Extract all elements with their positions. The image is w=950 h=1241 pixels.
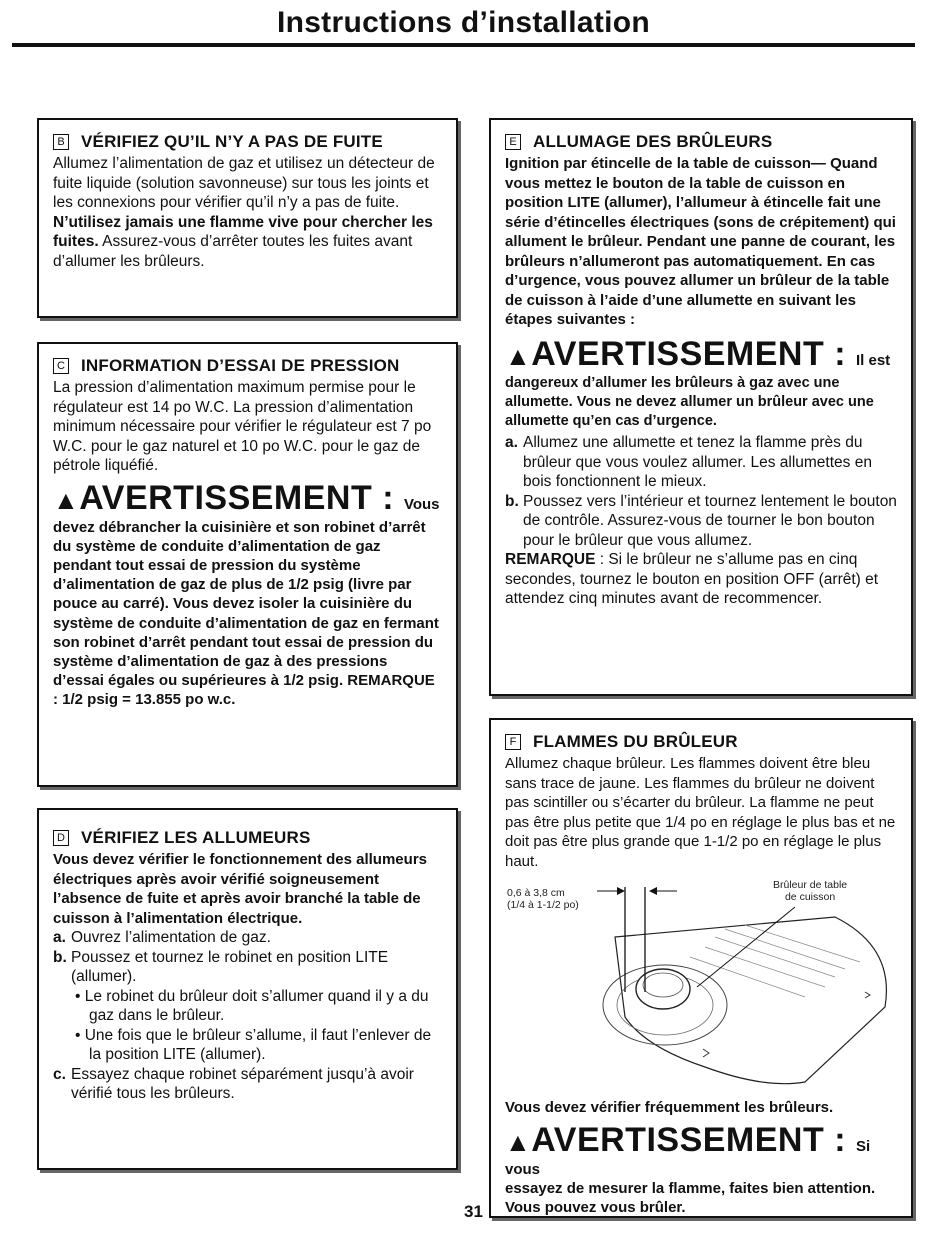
section-e-note bbox=[505, 550, 897, 609]
section-e-warning-lead: Il est bbox=[855, 351, 891, 369]
section-f-warning-word: AVERTISSEMENT bbox=[531, 1120, 825, 1159]
step-letter: c. bbox=[53, 1065, 66, 1083]
section-c-warning-word: AVERTISSEMENT bbox=[79, 478, 373, 517]
section-f-warning-text: essayez de mesurer la flamme, faites bien attention. Vous pouvez vous brûler. bbox=[505, 1179, 876, 1216]
section-c-key: C bbox=[53, 358, 69, 374]
section-e-step-a bbox=[505, 433, 897, 492]
page-title: Instructions d’installation bbox=[276, 6, 651, 39]
section-f-warning bbox=[505, 1122, 897, 1218]
step-text: Ouvrez l’alimentation de gaz. bbox=[71, 929, 271, 946]
section-f-text: Allumez chaque brûleur. Les flammes doivent être bleu sans trace de jaune. Les flammes du brûleur ne doivent pas scintiller ou s’écarter du brûleur. La flamme ne peut pas être plus petite que 1/4 po en réglage le plus bas et ne doit pas être plus grande que 1-1/2 po en réglage le plus haut. bbox=[505, 755, 896, 870]
section-f-box bbox=[489, 718, 913, 1218]
section-f-warning-heading bbox=[505, 1121, 856, 1159]
section-e-intro: Ignition par étincelle de la table de cuisson— Quand vous mettez le bouton de la table de cuisson en position LITE (allumer), l’allumeur à étincelle fait une série d’étincelles électriques (sons de crépitement) qui allument le brûleur. Pendant une panne de courant, les brûleurs n’allumeront pas automatiquement. En cas d’urgence, vous pouvez allumer un brûleur de la table de cuisson à l’aide d’une allumette en suivant les étapes suivantes : bbox=[505, 155, 896, 328]
section-c-title: INFORMATION D’ESSAI DE PRESSION bbox=[81, 356, 400, 375]
section-f-warning-sep: : bbox=[824, 1120, 856, 1159]
burner-illustration bbox=[505, 877, 905, 1092]
section-d-intro: Vous devez vérifier le fonctionnement des allumeurs électriques après avoir vérifié soigneusement l’absence de fuite et après avoir branché la table de cuisson à l’alimentation électrique. bbox=[53, 851, 427, 927]
page-header bbox=[12, 4, 915, 46]
section-b-title: VÉRIFIEZ QU’IL N’Y A PAS DE FUITE bbox=[81, 132, 383, 151]
section-f-heading bbox=[505, 732, 897, 752]
step-text: Essayez chaque robinet séparément jusqu’à avoir vérifié tous les brûleurs. bbox=[71, 1065, 414, 1102]
section-e-note-text: : Si le brûleur ne s’allume pas en cinq secondes, tournez le bouton en position OFF (arrêt) et attendez cinq minutes avant de recommencer. bbox=[505, 551, 879, 608]
page-number: 31 bbox=[464, 1202, 483, 1221]
warning-triangle-icon: ▲ bbox=[505, 1126, 532, 1157]
section-e-warning bbox=[505, 336, 897, 432]
section-f-key: F bbox=[505, 734, 521, 750]
section-e-key: E bbox=[505, 134, 521, 150]
section-b-text-part2: Assurez-vous d’arrêter toutes les fuites avant d’allumer les brûleurs. bbox=[53, 233, 413, 270]
step-text: Poussez et tournez le robinet en position LITE (allumer). bbox=[71, 948, 389, 985]
section-e-warning-text: dangereux d’allumer les brûleurs à gaz avec une allumette. Vous ne devez allumer un brûleur avec une allumette qu’en cas d’urgence. bbox=[505, 374, 874, 429]
burner-flame-figure bbox=[505, 877, 905, 1092]
section-c-heading bbox=[53, 356, 442, 376]
section-c-box bbox=[37, 342, 458, 787]
section-e-warning-heading bbox=[505, 335, 856, 373]
header-rule bbox=[12, 43, 915, 47]
section-c-warning-lead: Vous bbox=[403, 495, 440, 513]
step-letter: b. bbox=[53, 948, 67, 966]
section-e-heading bbox=[505, 132, 897, 152]
section-b-text-part1: Allumez l’alimentation de gaz et utilisez un détecteur de fuite liquide (solution savonneuse) sur tous les joints et les connexions pour vérifier qu’il n’y a pas de fuite. bbox=[53, 155, 435, 211]
warning-triangle-icon: ▲ bbox=[53, 484, 80, 515]
bullet-text: Le robinet du brûleur doit s’allumer quand il y a du gaz dans le brûleur. bbox=[84, 987, 429, 1024]
section-e-warning-sep: : bbox=[824, 334, 856, 373]
section-d-step-c bbox=[53, 1065, 442, 1104]
section-e-warning-word: AVERTISSEMENT bbox=[531, 334, 825, 373]
section-b-box bbox=[37, 118, 458, 318]
section-d-heading bbox=[53, 828, 442, 848]
section-f-title: FLAMMES DU BRÛLEUR bbox=[533, 732, 738, 751]
step-text: Poussez vers l’intérieur et tournez lentement le bouton de contrôle. Assurez-vous de tourner le bon bouton pour le brûleur que vous allumez. bbox=[523, 492, 897, 549]
figure-label-size-line1: 0,6 à 3,8 cm bbox=[507, 887, 565, 899]
section-d-bullet-1: • Le robinet du brûleur doit s’allumer quand il y a du gaz dans le brûleur. bbox=[75, 987, 429, 1024]
section-b-heading bbox=[53, 132, 442, 152]
step-letter: b. bbox=[505, 492, 519, 510]
section-f-check: Vous devez vérifier fréquemment les brûleurs. bbox=[505, 1099, 834, 1116]
section-d-steps-2 bbox=[53, 1065, 442, 1104]
section-e-step-b bbox=[505, 492, 897, 551]
section-f-warning-lead: Si vous bbox=[505, 1137, 871, 1178]
figure-label-burner-line2: de cuisson bbox=[784, 891, 836, 903]
section-c-warning-heading bbox=[53, 479, 404, 517]
section-b-text-bold: N’utilisez jamais une flamme vive pour chercher les fuites. bbox=[53, 213, 433, 250]
section-e-box bbox=[489, 118, 913, 696]
section-e-title: ALLUMAGE DES BRÛLEURS bbox=[533, 132, 773, 151]
step-letter: a. bbox=[53, 929, 66, 946]
section-d-step-a bbox=[53, 928, 442, 948]
section-e-note-label: REMARQUE bbox=[505, 551, 596, 569]
section-d-step-b bbox=[53, 948, 442, 987]
section-d-title: VÉRIFIEZ LES ALLUMEURS bbox=[81, 828, 311, 847]
section-d-key: D bbox=[53, 830, 69, 846]
section-d-box bbox=[37, 808, 458, 1170]
section-d-steps bbox=[53, 928, 442, 987]
section-b-text bbox=[53, 154, 442, 271]
section-e-steps bbox=[505, 433, 897, 550]
section-c-text: La pression d’alimentation maximum permise pour le régulateur est 14 po W.C. La pression d’alimentation minimum nécessaire pour vérifier le régulateur est 7 po W.C. pour le gaz naturel et 10 po W.C. pour le gaz de pétrole liquéfié. bbox=[53, 379, 432, 474]
section-c-warning-sep: : bbox=[372, 478, 404, 517]
step-letter: a. bbox=[505, 434, 518, 452]
section-c-warning bbox=[53, 480, 442, 710]
warning-triangle-icon: ▲ bbox=[505, 340, 532, 371]
step-text: Allumez une allumette et tenez la flamme près du brûleur que vous voulez allumer. Les allumettes en bois fonctionnent le mieux. bbox=[523, 434, 872, 491]
bullet-text: Une fois que le brûleur s’allume, il faut l’enlever de la position LITE (allumer). bbox=[84, 1026, 432, 1063]
section-c-warning-text: devez débrancher la cuisinière et son robinet d’arrêt du système de conduite d’alimentation de gaz pendant tout essai de pression du système d’alimentation de gaz de plus de 1/2 psig (livre par pouce au carré). Vous devez isoler la cuisinière du système de conduite d’alimentation de gaz en fermant son robinet d’arrêt pendant tout essai de pression du système d’alimentation de gaz à des pressions d’essai égales ou supérieures à 1/2 psig. REMARQUE : 1/2 psig = 13.855 po w.c. bbox=[53, 518, 439, 709]
section-d-bullet-2: • Une fois que le brûleur s’allume, il faut l’enlever de la position LITE (allumer). bbox=[75, 1026, 432, 1063]
figure-label-size-line2: (1/4 à 1-1/2 po) bbox=[507, 899, 579, 911]
section-d-bullets bbox=[53, 987, 442, 1065]
section-b-key: B bbox=[53, 134, 69, 150]
figure-label-burner-line1: Brûleur de table bbox=[773, 879, 848, 891]
